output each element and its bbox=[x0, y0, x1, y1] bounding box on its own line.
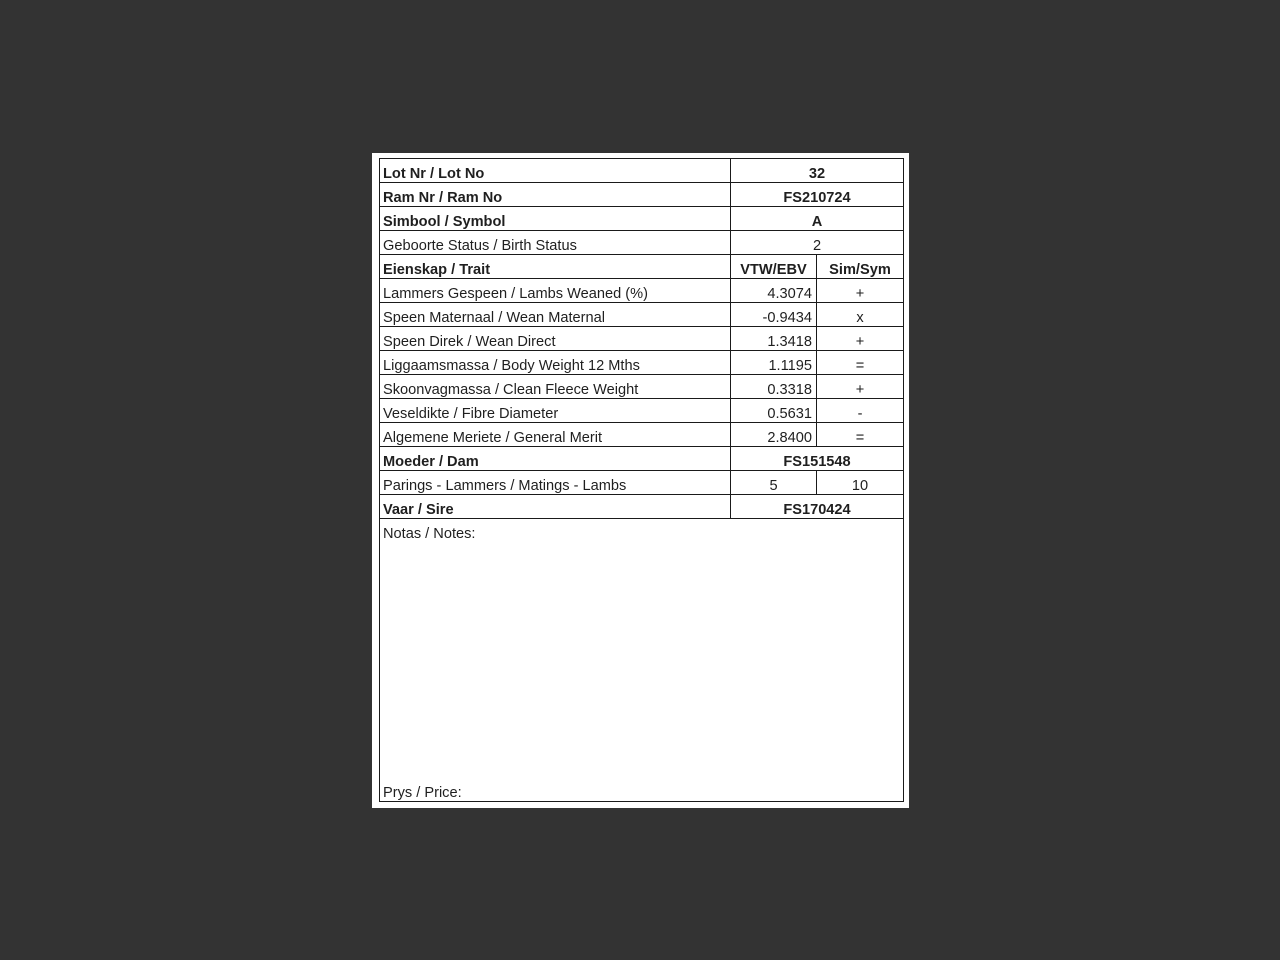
sym-header: Sim/Sym bbox=[816, 255, 903, 278]
notes-area bbox=[380, 519, 903, 801]
birth-status-row bbox=[380, 231, 903, 255]
trait-sym: = bbox=[816, 423, 903, 446]
lot-row bbox=[380, 159, 903, 183]
trait-sym: + bbox=[816, 375, 903, 398]
trait-row bbox=[380, 279, 903, 303]
trait-sym: = bbox=[816, 351, 903, 374]
matings-count: 5 bbox=[730, 471, 816, 494]
trait-label: Algemene Meriete / General Merit bbox=[383, 430, 602, 446]
trait-label: Speen Direk / Wean Direct bbox=[383, 334, 556, 350]
trait-label: Speen Maternaal / Wean Maternal bbox=[383, 310, 606, 326]
trait-header-row bbox=[380, 255, 903, 279]
lot-label: Lot Nr / Lot No bbox=[383, 166, 485, 182]
dam-value: FS151548 bbox=[730, 447, 903, 470]
trait-ebv: -0.9434 bbox=[730, 303, 816, 326]
ebv-header: VTW/EBV bbox=[730, 255, 816, 278]
trait-row bbox=[380, 351, 903, 375]
price-label: Prys / Price: bbox=[383, 785, 462, 801]
sire-label: Vaar / Sire bbox=[383, 502, 454, 518]
lot-value: 32 bbox=[730, 159, 903, 182]
symbol-label: Simbool / Symbol bbox=[383, 214, 506, 230]
sire-value: FS170424 bbox=[730, 495, 903, 518]
matings-row bbox=[380, 471, 903, 495]
lambs-count: 10 bbox=[816, 471, 903, 494]
ram-row bbox=[380, 183, 903, 207]
dam-row bbox=[380, 447, 903, 471]
trait-header-label: Eienskap / Trait bbox=[383, 262, 491, 278]
trait-sym: x bbox=[816, 303, 903, 326]
trait-ebv: 1.1195 bbox=[730, 351, 816, 374]
symbol-row bbox=[380, 207, 903, 231]
trait-ebv: 0.3318 bbox=[730, 375, 816, 398]
dam-label: Moeder / Dam bbox=[383, 454, 479, 470]
trait-ebv: 1.3418 bbox=[730, 327, 816, 350]
trait-sym: - bbox=[816, 399, 903, 422]
trait-sym: + bbox=[816, 279, 903, 302]
ram-info-card bbox=[379, 158, 904, 802]
trait-label: Skoonvagmassa / Clean Fleece Weight bbox=[383, 382, 639, 398]
notes-label: Notas / Notes: bbox=[383, 526, 476, 542]
sire-row bbox=[380, 495, 903, 519]
trait-row bbox=[380, 303, 903, 327]
trait-row bbox=[380, 399, 903, 423]
trait-ebv: 2.8400 bbox=[730, 423, 816, 446]
trait-sym: + bbox=[816, 327, 903, 350]
ram-value: FS210724 bbox=[730, 183, 903, 206]
birth-status-label: Geboorte Status / Birth Status bbox=[383, 238, 577, 254]
trait-label: Veseldikte / Fibre Diameter bbox=[383, 406, 559, 422]
trait-ebv: 4.3074 bbox=[730, 279, 816, 302]
ram-label: Ram Nr / Ram No bbox=[383, 190, 503, 206]
document-page bbox=[372, 153, 909, 808]
symbol-value: A bbox=[730, 207, 903, 230]
matings-label: Parings - Lammers / Matings - Lambs bbox=[383, 478, 627, 494]
trait-label: Lammers Gespeen / Lambs Weaned (%) bbox=[383, 286, 648, 302]
trait-label: Liggaamsmassa / Body Weight 12 Mths bbox=[383, 358, 640, 374]
trait-row bbox=[380, 423, 903, 447]
birth-status-value: 2 bbox=[730, 231, 903, 254]
trait-row bbox=[380, 327, 903, 351]
trait-row bbox=[380, 375, 903, 399]
trait-ebv: 0.5631 bbox=[730, 399, 816, 422]
